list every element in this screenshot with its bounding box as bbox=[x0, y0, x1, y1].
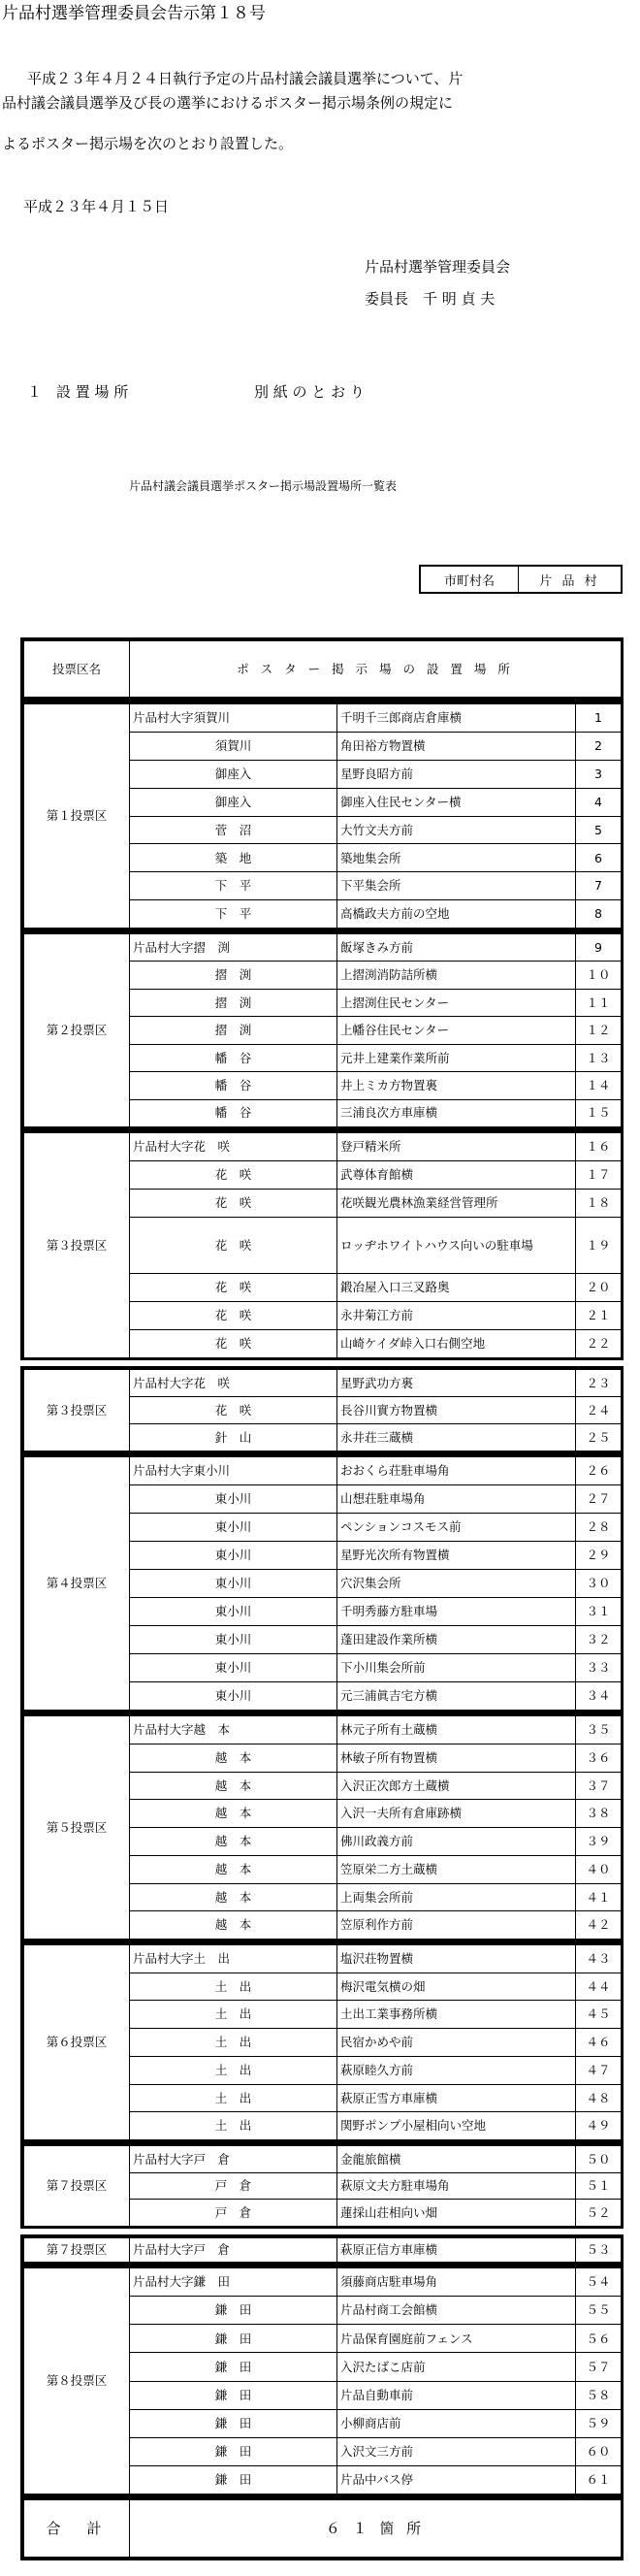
area-name: 東小川 bbox=[130, 1626, 337, 1654]
area-name: 摺 渕 bbox=[130, 989, 337, 1016]
area-name: 御座入 bbox=[130, 788, 337, 816]
area-name: 土 出 bbox=[130, 2001, 337, 2029]
district-name: 第７投票区 bbox=[24, 2238, 130, 2263]
location-number: ２０ bbox=[576, 1274, 622, 1302]
location-name: 高橋政夫方前の空地 bbox=[337, 900, 576, 929]
area-name: 東小川 bbox=[130, 1485, 337, 1514]
table-header bbox=[20, 637, 624, 701]
location-number: ５８ bbox=[576, 2381, 622, 2409]
location-number: ５４ bbox=[576, 2268, 622, 2297]
location-number: ２６ bbox=[576, 1457, 622, 1485]
location-number: ４８ bbox=[576, 2084, 622, 2112]
district-name: 第６投票区 bbox=[24, 1945, 130, 2140]
municipality-box bbox=[419, 565, 623, 594]
municipality-label: 市町村名 bbox=[421, 567, 519, 592]
municipality-value: 片 品 村 bbox=[539, 573, 600, 589]
location-number: ３６ bbox=[576, 1744, 622, 1772]
location-name: 民宿かめや前 bbox=[337, 2029, 576, 2057]
area-name: 越 本 bbox=[130, 1772, 337, 1800]
list-title: 片品村議会議員選挙ポスター掲示場設置場所一覧表 bbox=[129, 479, 398, 493]
area-name: 片品村大字花 咲 bbox=[130, 1370, 337, 1397]
location-name: 入沢文三方前 bbox=[337, 2437, 576, 2465]
location-name: 片品村商工会館横 bbox=[337, 2297, 576, 2325]
location-name: 須藤商店駐車場角 bbox=[337, 2268, 576, 2297]
area-name: 摺 渕 bbox=[130, 1017, 337, 1044]
location-number: ２３ bbox=[576, 1370, 622, 1397]
location-number: 3 bbox=[576, 760, 622, 788]
location-name: 萩原正信方車庫横 bbox=[337, 2238, 576, 2263]
total-value: ６ １ 箇 所 bbox=[130, 2500, 622, 2558]
location-name: 飯塚きみ方前 bbox=[337, 934, 576, 962]
location-name: 上摺渕消防詰所横 bbox=[337, 962, 576, 989]
location-name: 大竹文夫方前 bbox=[337, 816, 576, 844]
table-total bbox=[20, 2496, 624, 2560]
district-name: 第７投票区 bbox=[24, 2146, 130, 2227]
location-number: １７ bbox=[576, 1161, 622, 1190]
area-name: 土 出 bbox=[130, 2084, 337, 2112]
district-section bbox=[20, 1453, 624, 1712]
district-section bbox=[20, 2265, 624, 2496]
location-number: １１ bbox=[576, 989, 622, 1016]
location-name: 小柳商店前 bbox=[337, 2409, 576, 2437]
area-name: 花 咲 bbox=[130, 1161, 337, 1190]
location-name: 林敏子所有物置横 bbox=[337, 1744, 576, 1772]
location-name: 星野良昭方前 bbox=[337, 760, 576, 788]
district-name: 第２投票区 bbox=[24, 934, 130, 1127]
notice-title: 片品村選挙管理委員会告示第１８号 bbox=[2, 4, 266, 23]
area-name: 東小川 bbox=[130, 1514, 337, 1542]
location-number: ６１ bbox=[576, 2465, 622, 2494]
location-number: ４０ bbox=[576, 1855, 622, 1883]
location-number: 7 bbox=[576, 872, 622, 900]
location-number: ２９ bbox=[576, 1542, 622, 1570]
body-line-3: よるポスター掲示場を次のとおり設置した。 bbox=[2, 135, 294, 152]
location-number: ６０ bbox=[576, 2437, 622, 2465]
location-number: 1 bbox=[576, 704, 622, 733]
area-name: 越 本 bbox=[130, 1800, 337, 1828]
table-row bbox=[24, 1945, 622, 1973]
location-name: 萩原正雪方車庫横 bbox=[337, 2084, 576, 2112]
location-name: 上摺渕住民センター bbox=[337, 989, 576, 1016]
location-number: ２２ bbox=[576, 1330, 622, 1358]
location-name: 井上ミカ方物置裏 bbox=[337, 1072, 576, 1099]
area-name: 東小川 bbox=[130, 1542, 337, 1570]
area-name: 鎌 田 bbox=[130, 2465, 337, 2494]
location-number: ５０ bbox=[576, 2146, 622, 2173]
notice-date: 平成２３年４月１５日 bbox=[23, 198, 170, 215]
location-name: 永井荘三蔵横 bbox=[337, 1424, 576, 1451]
district-section bbox=[20, 1712, 624, 1941]
district-section bbox=[20, 930, 624, 1129]
district-section bbox=[20, 2234, 624, 2265]
area-name: 東小川 bbox=[130, 1682, 337, 1711]
area-name: 土 出 bbox=[130, 2112, 337, 2140]
location-name: 千明千三郎商店倉庫横 bbox=[337, 704, 576, 733]
location-name: おおくら荘駐車場角 bbox=[337, 1457, 576, 1485]
area-name: 片品村大字戸 倉 bbox=[130, 2238, 337, 2263]
location-name: 萩原睦久方前 bbox=[337, 2056, 576, 2084]
area-name: 花 咲 bbox=[130, 1274, 337, 1302]
location-number: １６ bbox=[576, 1133, 622, 1161]
district-section bbox=[20, 1366, 624, 1453]
location-name: 元井上建業作業所前 bbox=[337, 1044, 576, 1071]
location-name: 土出工業事務所横 bbox=[337, 2001, 576, 2029]
area-name: 幡 谷 bbox=[130, 1044, 337, 1071]
district-section bbox=[20, 1129, 624, 1360]
location-number: ５２ bbox=[576, 2200, 622, 2227]
area-name: 菅 沼 bbox=[130, 816, 337, 844]
table-row bbox=[24, 1370, 622, 1397]
location-name: 御座入住民センター横 bbox=[337, 788, 576, 816]
area-name: 越 本 bbox=[130, 1744, 337, 1772]
district-name: 第８投票区 bbox=[24, 2268, 130, 2494]
location-name: 永井菊江方前 bbox=[337, 1302, 576, 1330]
location-name: 萩原文夫方駐車場角 bbox=[337, 2172, 576, 2200]
district-name: 第３投票区 bbox=[24, 1133, 130, 1358]
location-number: 2 bbox=[576, 732, 622, 760]
location-number: ２４ bbox=[576, 1397, 622, 1424]
location-name: 片品中バス停 bbox=[337, 2465, 576, 2494]
area-name: 鎌 田 bbox=[130, 2325, 337, 2353]
area-name: 下 平 bbox=[130, 872, 337, 900]
location-number: ３３ bbox=[576, 1654, 622, 1682]
area-name: 片品村大字越 本 bbox=[130, 1716, 337, 1745]
location-name: 築地集会所 bbox=[337, 844, 576, 872]
location-name: 金龍旅館横 bbox=[337, 2146, 576, 2173]
location-number: ５５ bbox=[576, 2297, 622, 2325]
location-name: 鍛冶屋入口三叉路奥 bbox=[337, 1274, 576, 1302]
area-name: 東小川 bbox=[130, 1654, 337, 1682]
area-name: 鎌 田 bbox=[130, 2437, 337, 2465]
area-name: 花 咲 bbox=[130, 1218, 337, 1274]
location-number: ４６ bbox=[576, 2029, 622, 2057]
location-number: 9 bbox=[576, 934, 622, 962]
location-name: 梅沢電気横の畑 bbox=[337, 1973, 576, 2001]
table-row bbox=[24, 2268, 622, 2297]
location-number: ５９ bbox=[576, 2409, 622, 2437]
item1-value: 別 紙 の と お り bbox=[254, 383, 365, 401]
area-name: 幡 谷 bbox=[130, 1072, 337, 1099]
location-name: 入沢一夫所有倉庫跡横 bbox=[337, 1800, 576, 1828]
district-name: 第４投票区 bbox=[24, 1457, 130, 1711]
area-name: 幡 谷 bbox=[130, 1099, 337, 1126]
location-name: 三浦良次方車庫横 bbox=[337, 1099, 576, 1126]
location-number: ３７ bbox=[576, 1772, 622, 1800]
location-number: １４ bbox=[576, 1072, 622, 1099]
location-number: ４４ bbox=[576, 1973, 622, 2001]
location-name: 笠原利作方前 bbox=[337, 1911, 576, 1940]
location-name: 塩沢荘物置横 bbox=[337, 1945, 576, 1973]
location-number: ４２ bbox=[576, 1911, 622, 1940]
area-name: 東小川 bbox=[130, 1570, 337, 1598]
location-name: 笠原栄二方土蔵横 bbox=[337, 1855, 576, 1883]
location-name: 下小川集会所前 bbox=[337, 1654, 576, 1682]
location-number: 5 bbox=[576, 816, 622, 844]
location-name: 元三浦眞吉宅方横 bbox=[337, 1682, 576, 1711]
area-name: 花 咲 bbox=[130, 1397, 337, 1424]
location-name: 上両集会所前 bbox=[337, 1883, 576, 1911]
location-number: １８ bbox=[576, 1190, 622, 1218]
area-name: 片品村大字摺 渕 bbox=[130, 934, 337, 962]
area-name: 戸 倉 bbox=[130, 2172, 337, 2200]
area-name: 片品村大字花 咲 bbox=[130, 1133, 337, 1161]
area-name: 片品村大字鎌 田 bbox=[130, 2268, 337, 2297]
location-name: 星野武功方裏 bbox=[337, 1370, 576, 1397]
location-number: ４７ bbox=[576, 2056, 622, 2084]
location-number: 4 bbox=[576, 788, 622, 816]
area-name: 片品村大字土 出 bbox=[130, 1945, 337, 1973]
body-line-2: 品村議会議員選挙及び長の選挙におけるポスター掲示場条例の規定に bbox=[2, 94, 454, 112]
location-number: 8 bbox=[576, 900, 622, 929]
area-name: 片品村大字須賀川 bbox=[130, 704, 337, 733]
location-name: 山想荘駐車場角 bbox=[337, 1485, 576, 1514]
location-name: 佛川政義方前 bbox=[337, 1828, 576, 1856]
area-name: 針 山 bbox=[130, 1424, 337, 1451]
area-name: 越 本 bbox=[130, 1855, 337, 1883]
area-name: 戸 倉 bbox=[130, 2200, 337, 2227]
location-name: 上幡谷住民センター bbox=[337, 1017, 576, 1044]
location-number: ２５ bbox=[576, 1424, 622, 1451]
location-name: 穴沢集会所 bbox=[337, 1570, 576, 1598]
location-number: ３５ bbox=[576, 1716, 622, 1745]
location-number: ５６ bbox=[576, 2325, 622, 2353]
location-name: 蓬田建設作業所横 bbox=[337, 1626, 576, 1654]
location-number: ４１ bbox=[576, 1883, 622, 1911]
location-number: １９ bbox=[576, 1218, 622, 1274]
district-name: 第５投票区 bbox=[24, 1716, 130, 1940]
area-name: 花 咲 bbox=[130, 1302, 337, 1330]
location-number: ２７ bbox=[576, 1485, 622, 1514]
total-label: 合 計 bbox=[24, 2500, 130, 2558]
location-name: 千明秀藤方駐車場 bbox=[337, 1598, 576, 1626]
table-row bbox=[24, 704, 622, 733]
location-number: ５３ bbox=[576, 2238, 622, 2263]
location-name: ペンションコスモス前 bbox=[337, 1514, 576, 1542]
area-name: 須賀川 bbox=[130, 732, 337, 760]
location-name: 星野光次所有物置横 bbox=[337, 1542, 576, 1570]
body-line-1: 平成２３年４月２４日執行予定の片品村議会議員選挙について、片 bbox=[27, 70, 464, 87]
area-name: 摺 渕 bbox=[130, 962, 337, 989]
location-number: ４５ bbox=[576, 2001, 622, 2029]
area-name: 片品村大字東小川 bbox=[130, 1457, 337, 1485]
table-row bbox=[24, 1716, 622, 1745]
location-number: １３ bbox=[576, 1044, 622, 1071]
location-number: ５７ bbox=[576, 2353, 622, 2381]
area-name: 土 出 bbox=[130, 1973, 337, 2001]
location-name: 下平集会所 bbox=[337, 872, 576, 900]
area-name: 東小川 bbox=[130, 1598, 337, 1626]
location-number: ３０ bbox=[576, 1570, 622, 1598]
area-name: 築 地 bbox=[130, 844, 337, 872]
district-section bbox=[20, 1941, 624, 2142]
area-name: 土 出 bbox=[130, 2056, 337, 2084]
district-section bbox=[20, 2142, 624, 2229]
location-number: １５ bbox=[576, 1099, 622, 1126]
location-name: 入沢正次郎方土蔵横 bbox=[337, 1772, 576, 1800]
location-number: １２ bbox=[576, 1017, 622, 1044]
location-number: １０ bbox=[576, 962, 622, 989]
location-number: ３９ bbox=[576, 1828, 622, 1856]
location-number: ２８ bbox=[576, 1514, 622, 1542]
area-name: 越 本 bbox=[130, 1911, 337, 1940]
location-name: 関野ポンプ小屋相向い空地 bbox=[337, 2112, 576, 2140]
district-section bbox=[20, 701, 624, 930]
location-number: ３４ bbox=[576, 1682, 622, 1711]
location-name: 片品保育園庭前フェンス bbox=[337, 2325, 576, 2353]
area-name: 片品村大字戸 倉 bbox=[130, 2146, 337, 2173]
table-row bbox=[24, 1457, 622, 1485]
location-name: 長谷川實方物置横 bbox=[337, 1397, 576, 1424]
location-name: ロッヂホワイトハウス向いの駐車場 bbox=[337, 1218, 576, 1274]
location-name: 蓮採山荘相向い畑 bbox=[337, 2200, 576, 2227]
location-number: ５１ bbox=[576, 2172, 622, 2200]
item1-label: １ 設 置 場 所 bbox=[27, 383, 129, 401]
area-name: 鎌 田 bbox=[130, 2381, 337, 2409]
area-name: 下 平 bbox=[130, 900, 337, 929]
area-name: 花 咲 bbox=[130, 1190, 337, 1218]
table-row bbox=[24, 2238, 622, 2263]
area-name: 花 咲 bbox=[130, 1330, 337, 1358]
area-name: 鎌 田 bbox=[130, 2353, 337, 2381]
location-name: 登戸精米所 bbox=[337, 1133, 576, 1161]
area-name: 御座入 bbox=[130, 760, 337, 788]
table-row bbox=[24, 1133, 622, 1161]
issuer-person: 委員長 千 明 貞 夫 bbox=[365, 290, 496, 308]
district-name: 第３投票区 bbox=[24, 1370, 130, 1451]
location-name: 入沢たばこ店前 bbox=[337, 2353, 576, 2381]
area-name: 鎌 田 bbox=[130, 2409, 337, 2437]
location-number: ３２ bbox=[576, 1626, 622, 1654]
area-name: 越 本 bbox=[130, 1883, 337, 1911]
location-number: 6 bbox=[576, 844, 622, 872]
location-number: ２１ bbox=[576, 1302, 622, 1330]
location-name: 山崎ケイダ峠入口右側空地 bbox=[337, 1330, 576, 1358]
location-name: 林元子所有土蔵横 bbox=[337, 1716, 576, 1745]
location-number: ４９ bbox=[576, 2112, 622, 2140]
header-location: ポ ス タ ー 掲 示 場 の 設 置 場 所 bbox=[130, 641, 622, 698]
area-name: 土 出 bbox=[130, 2029, 337, 2057]
location-name: 角田裕方物置横 bbox=[337, 732, 576, 760]
district-name: 第１投票区 bbox=[24, 704, 130, 929]
location-number: ３８ bbox=[576, 1800, 622, 1828]
location-name: 花咲観光農林漁業経営管理所 bbox=[337, 1190, 576, 1218]
area-name: 越 本 bbox=[130, 1828, 337, 1856]
location-number: ３１ bbox=[576, 1598, 622, 1626]
location-name: 片品自動車前 bbox=[337, 2381, 576, 2409]
header-district: 投票区名 bbox=[24, 641, 130, 698]
table-row bbox=[24, 2146, 622, 2173]
location-number: ４３ bbox=[576, 1945, 622, 1973]
issuer-org: 片品村選挙管理委員会 bbox=[365, 258, 511, 276]
area-name: 鎌 田 bbox=[130, 2297, 337, 2325]
table-row bbox=[24, 934, 622, 962]
location-name: 武尊体育館横 bbox=[337, 1161, 576, 1190]
